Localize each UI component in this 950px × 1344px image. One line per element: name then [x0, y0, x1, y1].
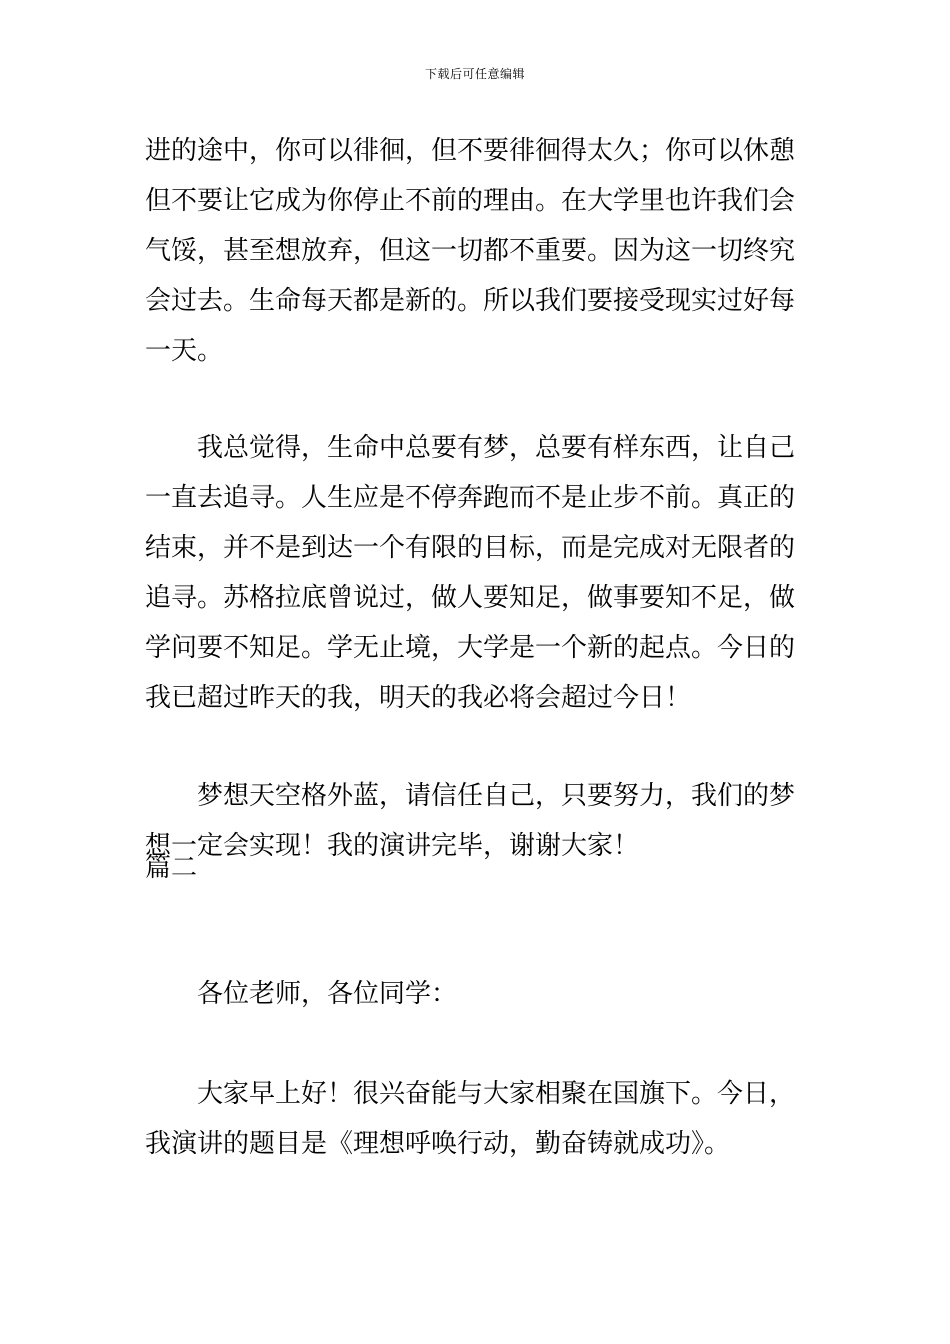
text-line: 我演讲的题目是《理想呼唤行动，勤奋铸就成功》。 — [145, 1129, 731, 1159]
text-line: 结束，并不是到达一个有限的目标，而是完成对无限者的 — [145, 533, 796, 563]
text-line: 气馁，甚至想放弃，但这一切都不重要。因为这一切终究 — [145, 236, 796, 266]
page-header-note: 下载后可任意编辑 — [424, 67, 525, 81]
salutation — [145, 969, 810, 1019]
text-line: 我总觉得，生命中总要有梦，总要有样东西，让自己 — [197, 433, 796, 463]
text-line: 进的途中，你可以徘徊，但不要徘徊得太久；你可以休憩 — [145, 136, 796, 166]
text-line: 大家早上好！很兴奋能与大家相聚在国旗下。今日， — [197, 1079, 796, 1109]
paragraph-opening — [145, 1069, 810, 1169]
section-heading — [145, 843, 810, 893]
text-line: 会过去。生命每天都是新的。所以我们要接受现实过好每 — [145, 286, 796, 316]
section-title: 篇二 — [145, 853, 198, 883]
text-line: 梦想天空格外蓝，请信任自己，只要努力，我们的梦 — [197, 781, 796, 811]
text-line: 一直去追寻。人生应是不停奔跑而不是止步不前。真正的 — [145, 483, 796, 513]
text-line: 但不要让它成为你停止不前的理由。在大学里也许我们会 — [145, 186, 796, 216]
text-line: 一天。 — [145, 336, 224, 366]
paragraph-1 — [145, 126, 810, 376]
text-line: 想一定会实现！我的演讲完毕，谢谢大家！ — [145, 831, 640, 861]
paragraph-2 — [145, 423, 810, 723]
text-line: 学问要不知足。学无止境，大学是一个新的起点。今日的 — [145, 633, 796, 663]
text-line: 我已超过昨天的我，明天的我必将会超过今日！ — [145, 683, 692, 713]
text-line: 各位老师，各位同学： — [197, 979, 458, 1009]
text-line: 追寻。苏格拉底曾说过，做人要知足，做事要知不足，做 — [145, 583, 796, 613]
